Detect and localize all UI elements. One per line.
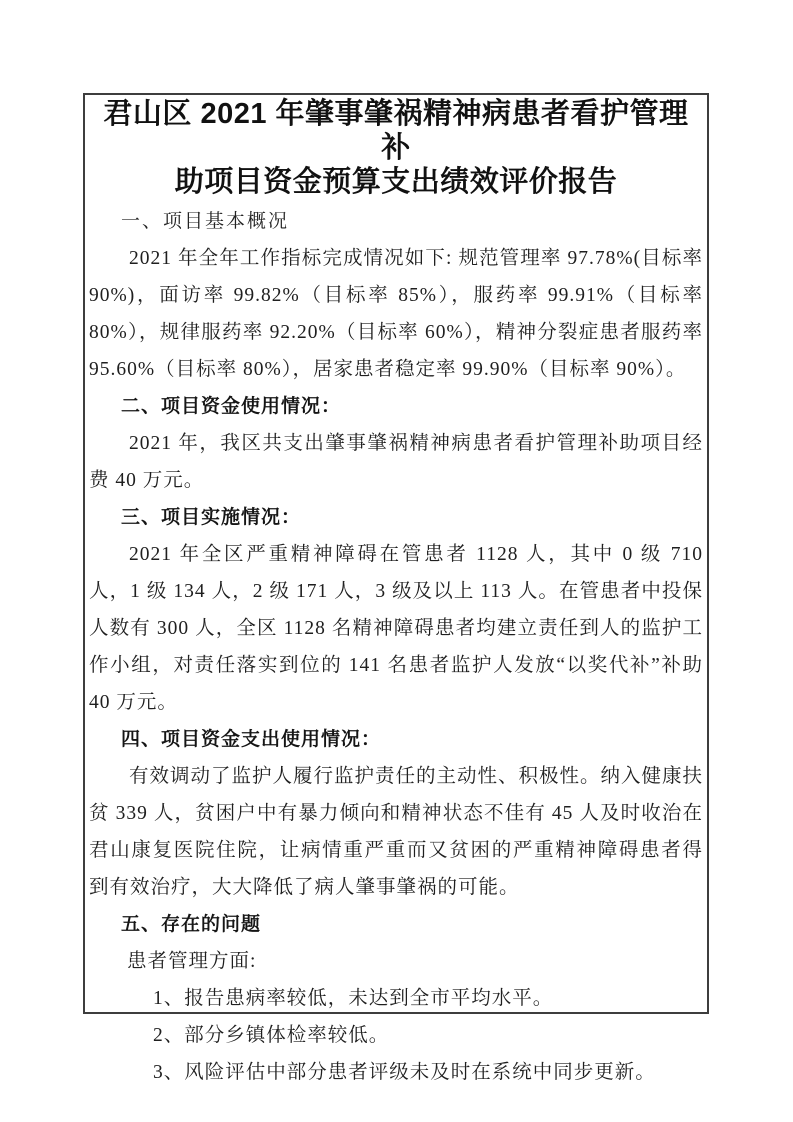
section-5-heading: 五、存在的问题 bbox=[121, 914, 262, 935]
section-fund-usage bbox=[89, 388, 703, 499]
document-title bbox=[89, 97, 703, 199]
section-3-heading: 三、项目实施情况： bbox=[121, 507, 302, 528]
problem-item-3: 3、风险评估中部分患者评级未及时在系统中同步更新。 bbox=[153, 1062, 656, 1083]
document-frame bbox=[83, 93, 709, 1083]
section-1-paragraph: 2021 年全年工作指标完成情况如下: 规范管理率 97.78%(目标率 90%)，面访率 99.82%（目标率 85%），服药率 99.91%（目标率 80%），规律服药率 92.20%（目标率 60%），精神分裂症患者服药率 95.60%（目标率 80%），居家患者稳定率 99.90%（目标率 90%）。 bbox=[89, 248, 703, 380]
section-project-overview bbox=[89, 203, 703, 388]
section-implementation bbox=[89, 499, 703, 721]
section-4-paragraph: 有效调动了监护人履行监护责任的主动性、积极性。纳入健康扶贫 339 人，贫困户中有暴力倾向和精神状态不佳有 45 人及时收治在君山康复医院住院，让病情重严重而又贫困的严重精神障碍患者得 到有效治疗，大大降低了病人肇事肇祸的可能。 bbox=[89, 766, 704, 898]
section-1-heading: 一、项目基本概况 bbox=[121, 211, 290, 232]
section-2-paragraph: 2021 年，我区共支出肇事肇祸精神病患者看护管理补助项目经费 40 万元。 bbox=[89, 433, 703, 491]
section-5-subheading: 患者管理方面: bbox=[127, 951, 257, 972]
document-title-line-1: 君山区 2021 年肇事肇祸精神病患者看护管理补 bbox=[103, 98, 689, 164]
problem-item-2: 2、部分乡镇体检率较低。 bbox=[153, 1025, 390, 1046]
section-existing-problems bbox=[89, 906, 703, 1091]
problem-item-1: 1、报告患病率较低，未达到全市平均水平。 bbox=[153, 988, 554, 1009]
section-2-heading: 二、项目资金使用情况： bbox=[121, 396, 342, 417]
section-3-paragraph: 2021 年全区严重精神障碍在管患者 1128 人，其中 0 级 710 人，1 级 134 人，2 级 171 人，3 级及以上 113 人。在管患者中投保人数有 300 人，全区 1128 名精神障碍患者均建立责任到人的监护工作小组，对责任落实到位的 141 名患者监护人发放“以奖代补”补助 40 万元。 bbox=[89, 544, 703, 713]
section-expenditure-usage bbox=[89, 721, 703, 906]
section-4-heading: 四、项目资金支出使用情况： bbox=[121, 729, 382, 750]
document-title-line-2: 助项目资金预算支出绩效评价报告 bbox=[174, 166, 618, 198]
